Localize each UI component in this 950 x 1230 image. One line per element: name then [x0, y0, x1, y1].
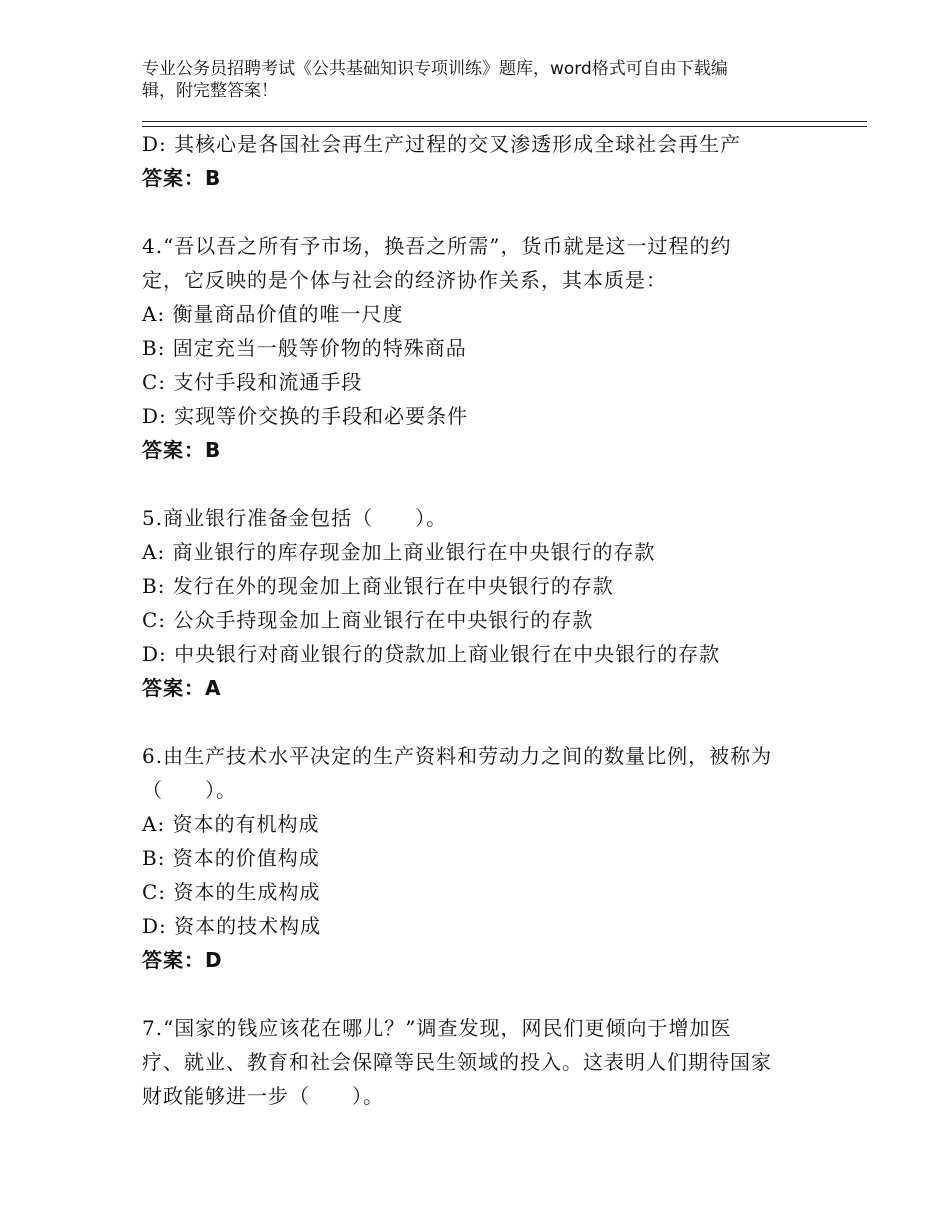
header-line-1: 专业公务员招聘考试《公共基础知识专项训练》题库，word格式可自由下载编: [142, 59, 728, 79]
q6-option-c: C: 资本的生成构成: [142, 880, 321, 904]
q5-option-d: D: 中央银行对商业银行的贷款加上商业银行在中央银行的存款: [142, 642, 721, 666]
document-body: [142, 127, 832, 1113]
q6-option-a: A: 资本的有机构成: [142, 812, 320, 836]
q7-stem-line-3: 财政能够进一步（ ）。: [142, 1084, 384, 1108]
q6-option-d: D: 资本的技术构成: [142, 914, 322, 938]
page-header: [142, 58, 802, 102]
q5-stem-line-1: 5.商业银行准备金包括（ ）。: [142, 506, 448, 530]
spacer: [142, 705, 832, 739]
question-4: [142, 229, 832, 467]
header-line-2: 辑，附完整答案！: [142, 81, 278, 101]
spacer: [142, 977, 832, 1011]
question-6: [142, 739, 832, 977]
q4-stem-line-1: 4.“吾以吾之所有予市场，换吾之所需”，货币就是这一过程的约: [142, 234, 732, 258]
q4-option-c: C: 支付手段和流通手段: [142, 370, 363, 394]
q5-option-a: A: 商业银行的库存现金加上商业银行在中央银行的存款: [142, 540, 656, 564]
q4-option-a: A: 衡量商品价值的唯一尺度: [142, 302, 404, 326]
q6-stem-line-2: （ ）。: [142, 778, 237, 802]
q3-option-d: D: 其核心是各国社会再生产过程的交叉渗透形成全球社会再生产: [142, 132, 742, 156]
q7-stem-line-1: 7.“国家的钱应该花在哪儿？”调查发现，网民们更倾向于增加医: [142, 1016, 732, 1040]
q4-option-d: D: 实现等价交换的手段和必要条件: [142, 404, 469, 428]
q4-option-b: B: 固定充当一般等价物的特殊商品: [142, 336, 467, 360]
question-5: [142, 501, 832, 705]
q5-option-c: C: 公众手持现金加上商业银行在中央银行的存款: [142, 608, 594, 632]
q4-answer: 答案：B: [142, 438, 222, 462]
question-7: [142, 1011, 832, 1113]
q6-option-b: B: 资本的价值构成: [142, 846, 320, 870]
q5-option-b: B: 发行在外的现金加上商业银行在中央银行的存款: [142, 574, 614, 598]
spacer: [142, 467, 832, 501]
q3-answer: 答案：B: [142, 166, 222, 190]
q5-answer: 答案：A: [142, 676, 222, 700]
q6-stem-line-1: 6.由生产技术水平决定的生产资料和劳动力之间的数量比例，被称为: [142, 744, 773, 768]
q6-answer: 答案：D: [142, 948, 223, 972]
q7-stem-line-2: 疗、就业、教育和社会保障等民生领域的投入。这表明人们期待国家: [142, 1050, 772, 1074]
q4-stem-line-2: 定，它反映的是个体与社会的经济协作关系，其本质是：: [142, 268, 667, 292]
spacer: [142, 195, 832, 229]
